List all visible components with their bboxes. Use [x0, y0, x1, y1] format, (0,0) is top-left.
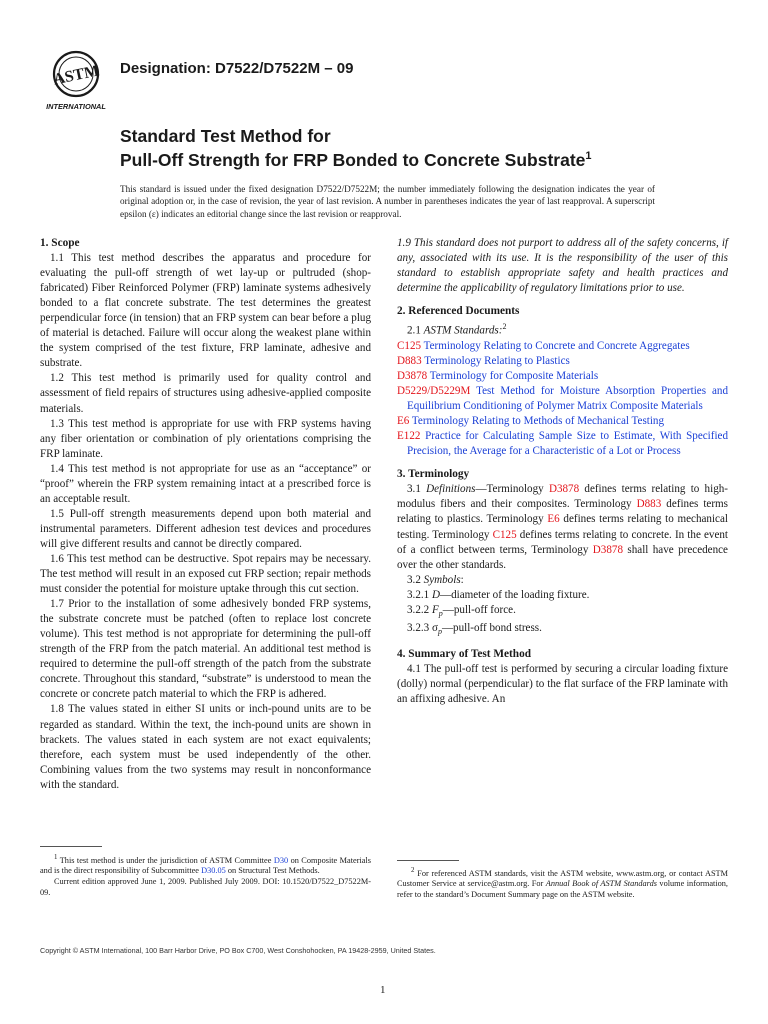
ref-code-link[interactable]: D5229/D5229M — [397, 385, 471, 398]
ref-code-link[interactable]: E122 — [397, 430, 421, 443]
summary-heading: 4. Summary of Test Method — [397, 648, 531, 661]
refdocs-2-1: 2.1 ASTM Standards:$^2$ — [407, 322, 507, 337]
scope-1-3: 1.3 This test method is appropriate for use with FRP systems having any fiber orientation or combination of ply orientations comprising the FRP laminate. — [40, 417, 371, 460]
ref-code-link[interactable]: C125 — [397, 339, 422, 352]
ref-title-link[interactable]: Terminology Relating to Methods of Mechanical Testing — [411, 415, 665, 428]
scope-heading: 1. Scope — [40, 237, 80, 249]
astm-logo-graphic — [40, 48, 112, 112]
scope-1-2: 1.2 This test method is primarily used for quality control and assessment of field repairs of structures using adhesive-applied composite materials. — [40, 372, 371, 415]
svg-text:INTERNATIONAL: INTERNATIONAL — [46, 102, 106, 111]
page-number: 1 — [380, 984, 386, 996]
ref-title-link[interactable]: Terminology for Composite Materials — [429, 370, 599, 383]
footnote-2-marker: 2 — [411, 867, 415, 874]
footnote-1 — [40, 853, 371, 898]
copyright: Copyright © ASTM International, 100 Barr Harbor Drive, PO Box C700, West Conshohocken, PA 19428-2959, United States. — [40, 946, 436, 955]
link-d30[interactable]: D30 — [273, 855, 289, 865]
ref-code-link[interactable]: D3878 — [397, 370, 428, 383]
link-d30-05[interactable]: D30.05 — [201, 866, 226, 876]
footnote-1-marker: 1 — [54, 854, 58, 861]
symbol-3-2-2: 3.2.2 $F_p—pull$-off force. — [407, 603, 516, 618]
scope-1-7: 1.7 Prior to the installation of some adhesively bonded FRP systems, the substrate concrete must be patched (often to replace lost concrete volume). This test method is not appropriate for determining the pull-off strength of the FRP from the patch material. An additional test method is required to determine the pull-off strength of the patch from the substrate concrete. Throughout this standard, “substrate” is understood to mean the concrete or concrete patch material to which the FRP is adhered. — [40, 598, 371, 701]
left-column — [40, 236, 371, 793]
refdocs-heading: 2. Referenced Documents — [397, 305, 520, 318]
ref-title-link[interactable]: Test Method for Moisture Absorption Properties and Equilibrium Conditioning of Polymer Matrix Composite Materials — [407, 385, 729, 413]
scope-1-5: 1.5 Pull-off strength measurements depend upon both material and instrumental parameters. Different adhesion test devices and procedures will give different results and cannot be directly compared. — [40, 507, 371, 550]
terminology-3-1: 3.1 Definitions—Terminology D3878 defines terms relating to high-modulus fibers and their composites. Terminology D883 defines terms relating to plastics. Terminology E6 defines terms relating to mechanical testing. Terminology C125 defines terms relating to concrete. In the event of a conflict between terms, Terminology D3878 shall have precedence over the other standards. — [397, 483, 729, 571]
term-link-d3878[interactable]: D3878 — [548, 483, 580, 496]
svg-text:ASTM: ASTM — [51, 62, 101, 89]
scope-1-9: 1.9 This standard does not purport to address all of the safety concerns, if any, associated with its use. It is the responsibility of the user of this standard to establish appropriate safety and health practices and determine the applicability of regulatory limitations prior to use. — [397, 237, 728, 295]
term-link-d3878-2[interactable]: D3878 — [592, 543, 623, 556]
footnote-2 — [397, 866, 728, 901]
footnote-1-edition: Current edition approved June 1, 2009. Published July 2009. DOI: 10.1520/D7522_D7522M-09. — [40, 876, 371, 897]
designation: Designation: D7522/D7522M – 09 — [120, 60, 354, 77]
footnote-divider-right — [397, 860, 459, 861]
ref-title-link[interactable]: Terminology Relating to Concrete and Concrete Aggregates — [423, 339, 690, 352]
summary-4-1: 4.1 The pull-off test is performed by securing a circular loading fixture (dolly) normal (perpendicular) to the flat surface of the FRP laminate with an affixing adhesive. An — [397, 663, 728, 706]
title-footnote-marker: 1 — [585, 150, 592, 162]
term-link-d883[interactable]: D883 — [636, 498, 662, 511]
footnote-2-text: $^2$ For referenced ASTM standards, visit the ASTM website, www.astm.org, or contact ASTM Customer Service at service@astm.org. For Annual Book of ASTM Standards volume information, refer to the standard’s Document Summary page on the ASTM website. — [397, 867, 729, 899]
ref-code-link[interactable]: D883 — [397, 355, 422, 368]
ref-item — [397, 354, 728, 369]
footnote-divider-left — [40, 846, 102, 847]
symbol-3-2-3: 3.2.3 $\sigma_p—pull$-off bond stress. — [407, 622, 542, 637]
ref-item — [397, 384, 728, 414]
term-link-e6[interactable]: E6 — [547, 513, 560, 526]
title-line-2: Pull-Off Strength for FRP Bonded to Concrete Substrate$^1$ — [120, 149, 592, 170]
symbol-3-2-1: 3.2.1 D—diameter of the loading fixture. — [407, 588, 590, 601]
ref-item — [397, 429, 728, 459]
ref-item — [397, 339, 728, 354]
ref-title-link[interactable]: Terminology Relating to Plastics — [424, 355, 570, 368]
scope-1-6: 1.6 This test method can be destructive. Spot repairs may be necessary. The test method will result in an exposed cut FRP section; repair methods must consider the potential for moisture uptake through this cut section. — [40, 552, 371, 596]
scope-1-1: 1.1 This test method describes the apparatus and procedure for evaluating the pull-off strength of wet lay-up or pultruded (shop-fabricated) Fiber Reinforced Polymer (FRP) laminate systems adhesively bonded to a flat concrete substrate. The test determines the greatest perpendicular force (in tension) that an FRP system can bear before a plug of material is detached. Failure will occur along the weakest plane within the system comprised of the test fixture, FRP laminate, adhesive and substrate. — [40, 252, 371, 370]
ref-code-link[interactable]: E6 — [397, 415, 410, 428]
intro-paragraph: This standard is issued under the fixed designation D7522/D7522M; the number immediately following the designation indicates the year of original adoption or, in the case of revision, the year of last revision. A number in parentheses indicates the year of last reapproval. A superscript epsilon (ε) indicates an editorial change since the last revision or reapproval. — [120, 184, 655, 219]
ref-item — [397, 369, 728, 384]
scope-1-8: 1.8 The values stated in either SI units or inch-pound units are to be regarded as standard. Within the text, the inch-pound units are shown in brackets. The values stated in each system are not exact equivalents; therefore, each system must be used independently of the other. Combining values from the two systems may result in nonconformance with the standard. — [40, 703, 371, 791]
term-link-c125[interactable]: C125 — [492, 528, 517, 541]
astm-logo — [40, 48, 112, 112]
ref-title-link[interactable]: Practice for Calculating Sample Size to Estimate, With Specified Precision, the Average for a Characteristic of a Lot or Process — [407, 430, 728, 458]
document-title — [120, 126, 592, 170]
title-line-1: Standard Test Method for — [120, 126, 331, 146]
right-column — [397, 236, 728, 707]
footnote-1-text: $^1$ This test method is under the jurisdiction of ASTM Committee D30 on Composite Materials and is the direct responsibility of Subcommittee D30.05 on Structural Test Methods. — [40, 854, 371, 876]
symbols-3-2: 3.2 Symbols: — [407, 573, 464, 586]
ref-item — [397, 414, 728, 429]
terminology-heading: 3. Terminology — [397, 468, 470, 481]
scope-1-4: 1.4 This test method is not appropriate for use as an “acceptance” or “proof” wherein the FRP system remaining intact at a prescribed force is an acceptable result. — [40, 462, 371, 505]
